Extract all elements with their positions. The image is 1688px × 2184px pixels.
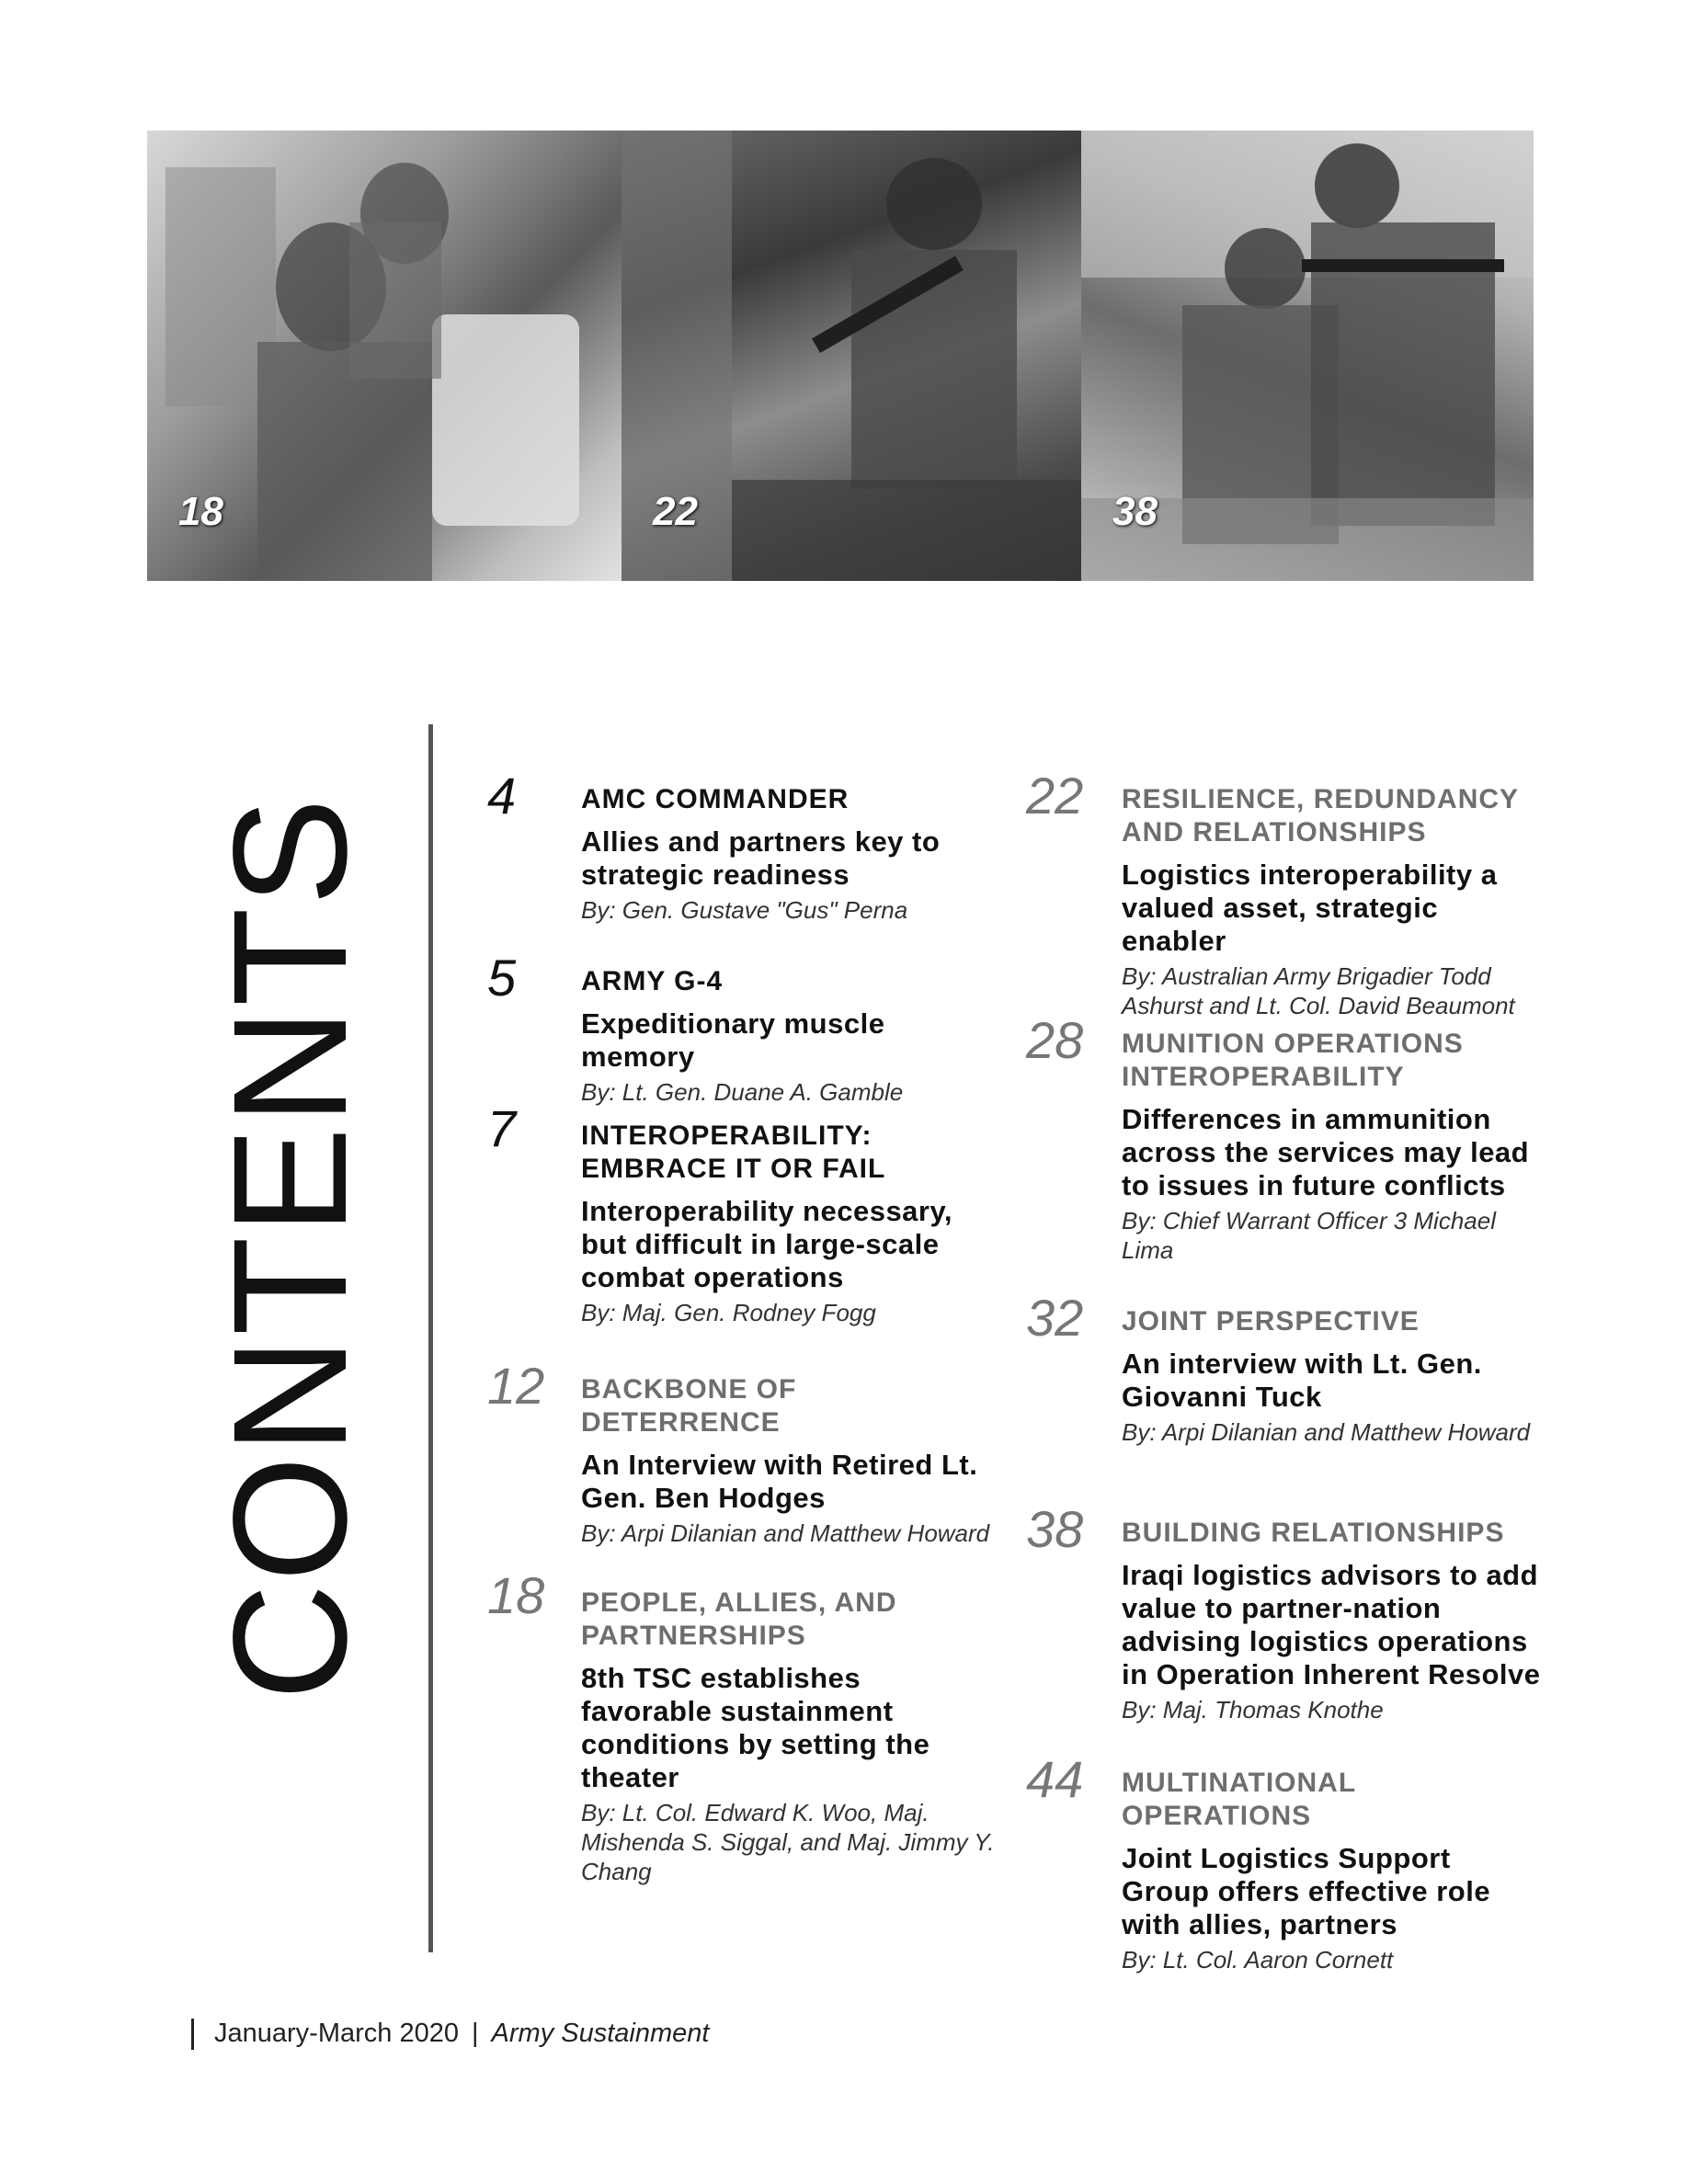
photo-page-number: 38 xyxy=(1112,489,1158,534)
section-label: INTEROPERABILITY: EMBRACE IT OR FAIL xyxy=(581,1120,886,1184)
photo-strip xyxy=(147,131,1534,581)
section-label: AMC COMMANDER xyxy=(581,784,850,814)
photo-soldier-rifle xyxy=(622,131,1081,581)
page-number: 5 xyxy=(487,949,517,1007)
article-byline: By: Chief Warrant Officer 3 Michael Lima xyxy=(1122,1207,1496,1264)
issue-date: January-March 2020 xyxy=(214,2019,459,2048)
page-number: 12 xyxy=(487,1357,545,1415)
magazine-name: Army Sustainment xyxy=(491,2019,710,2048)
section-label: PEOPLE, ALLIES, AND PARTNERSHIPS xyxy=(581,1587,897,1651)
section-label: MUNITION OPERATIONS INTEROPERABILITY xyxy=(1122,1029,1464,1092)
page-number: 38 xyxy=(1026,1500,1084,1558)
article-headline: An interview with Lt. Gen. Giovanni Tuck xyxy=(1122,1348,1482,1413)
article-headline: Iraqi logistics advisors to add value to partner-nation advising logistics operations in Operation Inherent Resolve xyxy=(1122,1559,1541,1690)
section-label: BACKBONE OF DETERRENCE xyxy=(581,1374,797,1438)
article-byline: By: Maj. Gen. Rodney Fogg xyxy=(581,1299,876,1326)
article-headline: Allies and partners key to strategic readiness xyxy=(581,825,941,891)
page-number: 32 xyxy=(1026,1289,1084,1347)
photo-page-number: 22 xyxy=(653,489,698,534)
photo-soldiers-aiming xyxy=(1081,131,1534,581)
vertical-divider xyxy=(428,724,433,1952)
article-byline: By: Australian Army Brigadier Todd Ashurst and Lt. Col. David Beaumont xyxy=(1122,962,1515,1019)
article-byline: By: Arpi Dilanian and Matthew Howard xyxy=(581,1519,990,1547)
article-byline: By: Lt. Col. Edward K. Woo, Maj. Mishenda S. Siggal, and Maj. Jimmy Y. Chang xyxy=(581,1799,995,1885)
article-byline: By: Lt. Gen. Duane A. Gamble xyxy=(581,1078,904,1106)
footer-rule xyxy=(191,2019,194,2050)
article-headline: Logistics interoperability a valued asset, strategic enabler xyxy=(1122,859,1498,957)
footer-separator: | xyxy=(471,2019,479,2048)
photo-soldiers-equipment xyxy=(147,131,622,581)
page-footer xyxy=(191,2019,709,2050)
article-byline: By: Lt. Col. Aaron Cornett xyxy=(1122,1946,1394,1974)
article-headline: 8th TSC establishes favorable sustainment conditions by setting the theater xyxy=(581,1662,930,1793)
article-byline: By: Maj. Thomas Knothe xyxy=(1122,1696,1384,1723)
page-number: 4 xyxy=(487,767,517,825)
article-byline: By: Arpi Dilanian and Matthew Howard xyxy=(1122,1418,1531,1446)
article-headline: Expeditionary muscle memory xyxy=(581,1007,885,1073)
page-number: 22 xyxy=(1026,767,1084,825)
page-number: 7 xyxy=(487,1099,517,1157)
article-headline: Joint Logistics Support Group offers effective role with allies, partners xyxy=(1122,1842,1491,1940)
article-headline: Differences in ammunition across the services may lead to issues in future conflicts xyxy=(1122,1103,1530,1201)
page-number: 44 xyxy=(1026,1750,1084,1808)
page-number: 28 xyxy=(1026,1011,1084,1069)
article-headline: An Interview with Retired Lt. Gen. Ben Hodges xyxy=(581,1449,978,1514)
article-headline: Interoperability necessary, but difficult in large-scale combat operations xyxy=(581,1195,953,1293)
photo-page-number: 18 xyxy=(178,489,223,534)
contents-title: CONTENTS xyxy=(200,796,381,1701)
article-byline: By: Gen. Gustave "Gus" Perna xyxy=(581,896,908,924)
section-label: JOINT PERSPECTIVE xyxy=(1122,1306,1420,1337)
page-number: 18 xyxy=(487,1566,545,1624)
section-label: BUILDING RELATIONSHIPS xyxy=(1122,1518,1505,1548)
section-label: RESILIENCE, REDUNDANCY AND RELATIONSHIPS xyxy=(1122,784,1519,847)
section-label: MULTINATIONAL OPERATIONS xyxy=(1122,1768,1356,1831)
section-label: ARMY G-4 xyxy=(581,966,724,996)
